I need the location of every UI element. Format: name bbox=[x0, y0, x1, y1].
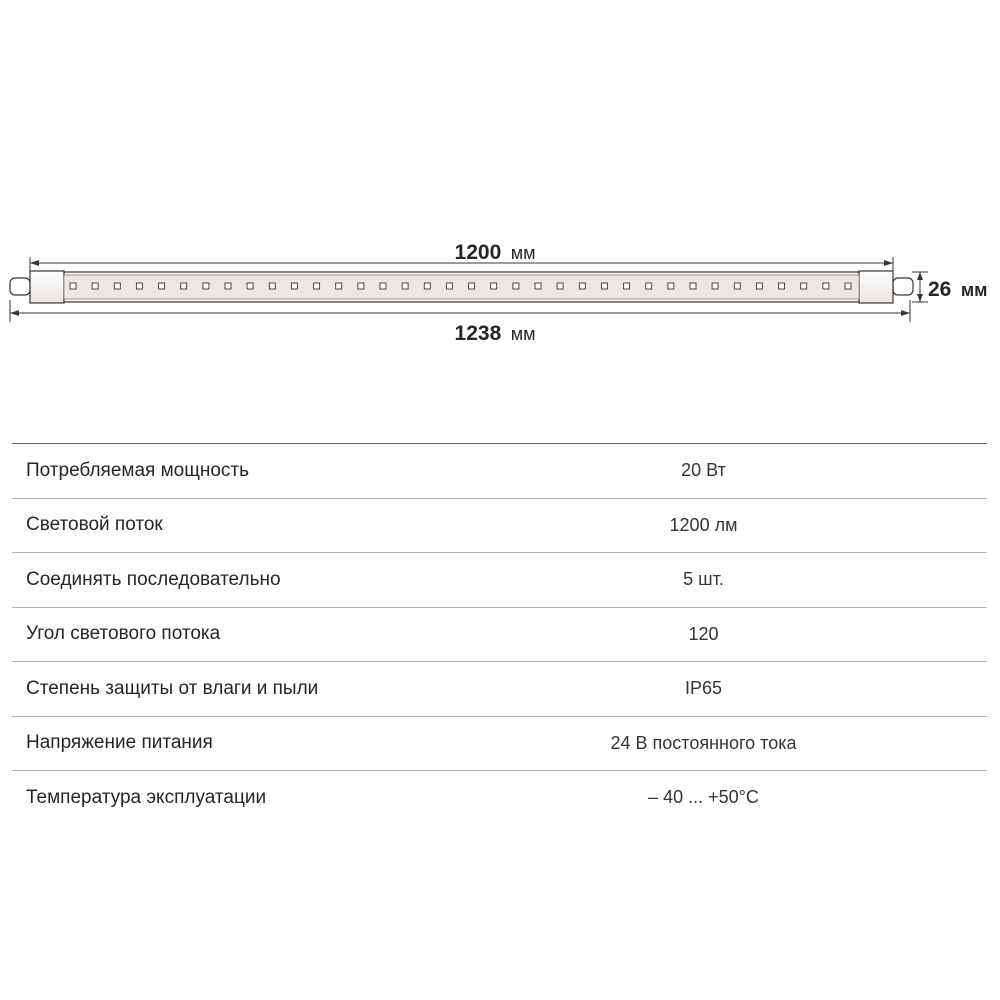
spec-row-temperature bbox=[12, 771, 987, 825]
arrow-down-icon bbox=[917, 294, 923, 302]
arrow-left-icon bbox=[10, 310, 19, 316]
led-chip bbox=[159, 283, 165, 289]
led-chip bbox=[756, 283, 762, 289]
led-chip bbox=[801, 283, 807, 289]
spec-row-voltage bbox=[12, 717, 987, 772]
led-chip bbox=[314, 283, 320, 289]
spec-label: Световой поток bbox=[26, 514, 163, 536]
spec-row-series-connection bbox=[12, 553, 987, 608]
lamp-tube bbox=[10, 271, 913, 303]
spec-value: 1200 лм bbox=[669, 514, 738, 535]
arrow-left-icon bbox=[30, 260, 39, 266]
led-chip bbox=[668, 283, 674, 289]
svg-text:26 мм bbox=[928, 278, 987, 301]
arrow-up-icon bbox=[917, 272, 923, 280]
led-chip bbox=[380, 283, 386, 289]
led-chip bbox=[358, 283, 364, 289]
left-end-cap bbox=[30, 271, 64, 303]
led-chip bbox=[114, 283, 120, 289]
led-chip bbox=[336, 283, 342, 289]
led-chip bbox=[601, 283, 607, 289]
spec-label: Соединять последовательно bbox=[26, 568, 281, 590]
led-chip bbox=[734, 283, 740, 289]
total-length-dimension bbox=[10, 300, 910, 345]
spec-label: Температура эксплуатации bbox=[26, 786, 267, 808]
led-chip bbox=[269, 283, 275, 289]
total-length-value: 1238 bbox=[454, 322, 502, 345]
led-chip bbox=[469, 283, 475, 289]
diameter-dimension bbox=[912, 272, 987, 302]
spec-label: Потребляемая мощность bbox=[26, 459, 250, 481]
spec-row-beam-angle bbox=[12, 608, 987, 663]
led-chip bbox=[579, 283, 585, 289]
diameter-value: 26 bbox=[928, 278, 952, 301]
svg-text:1238 мм bbox=[455, 322, 536, 345]
spec-row-ip-rating bbox=[12, 662, 987, 717]
led-chip bbox=[712, 283, 718, 289]
led-chip bbox=[424, 283, 430, 289]
led-chip bbox=[446, 283, 452, 289]
inner-length-value: 1200 bbox=[454, 241, 502, 264]
spec-value: – 40 ... +50°C bbox=[648, 787, 759, 808]
led-chip bbox=[203, 283, 209, 289]
spec-row-power bbox=[12, 444, 987, 499]
led-chip bbox=[136, 283, 142, 289]
spec-value: 20 Вт bbox=[681, 460, 726, 481]
diameter-unit: мм bbox=[960, 280, 988, 300]
spec-label: Напряжение питания bbox=[26, 732, 213, 754]
spec-value: 24 В постоянного тока bbox=[610, 732, 797, 753]
arrow-right-icon bbox=[884, 260, 893, 266]
led-chip bbox=[70, 283, 76, 289]
spec-label: Степень защиты от влаги и пыли bbox=[26, 677, 319, 699]
led-chip bbox=[624, 283, 630, 289]
total-length-unit: мм bbox=[510, 324, 536, 344]
spec-row-luminous-flux bbox=[12, 499, 987, 554]
led-chip bbox=[491, 283, 497, 289]
led-chip bbox=[513, 283, 519, 289]
left-pin bbox=[10, 278, 30, 295]
led-chip bbox=[225, 283, 231, 289]
lamp-drawing bbox=[0, 0, 1000, 380]
led-chip bbox=[181, 283, 187, 289]
led-chip bbox=[823, 283, 829, 289]
right-end-cap bbox=[859, 271, 893, 303]
led-chip bbox=[402, 283, 408, 289]
svg-text:1200 мм bbox=[455, 241, 536, 264]
led-chip bbox=[535, 283, 541, 289]
spec-label: Угол светового потока bbox=[26, 623, 221, 645]
led-chip bbox=[646, 283, 652, 289]
led-chip bbox=[779, 283, 785, 289]
led-chip bbox=[92, 283, 98, 289]
led-chip bbox=[557, 283, 563, 289]
right-pin bbox=[893, 278, 913, 295]
led-chip bbox=[291, 283, 297, 289]
led-chip bbox=[845, 283, 851, 289]
spec-value: 120 bbox=[688, 623, 719, 644]
arrow-right-icon bbox=[901, 310, 910, 316]
inner-length-unit: мм bbox=[510, 243, 536, 263]
led-chip bbox=[690, 283, 696, 289]
led-chip bbox=[247, 283, 253, 289]
specs-table bbox=[12, 443, 987, 825]
spec-value: IP65 bbox=[684, 678, 723, 699]
spec-value: 5 шт. bbox=[683, 569, 724, 590]
